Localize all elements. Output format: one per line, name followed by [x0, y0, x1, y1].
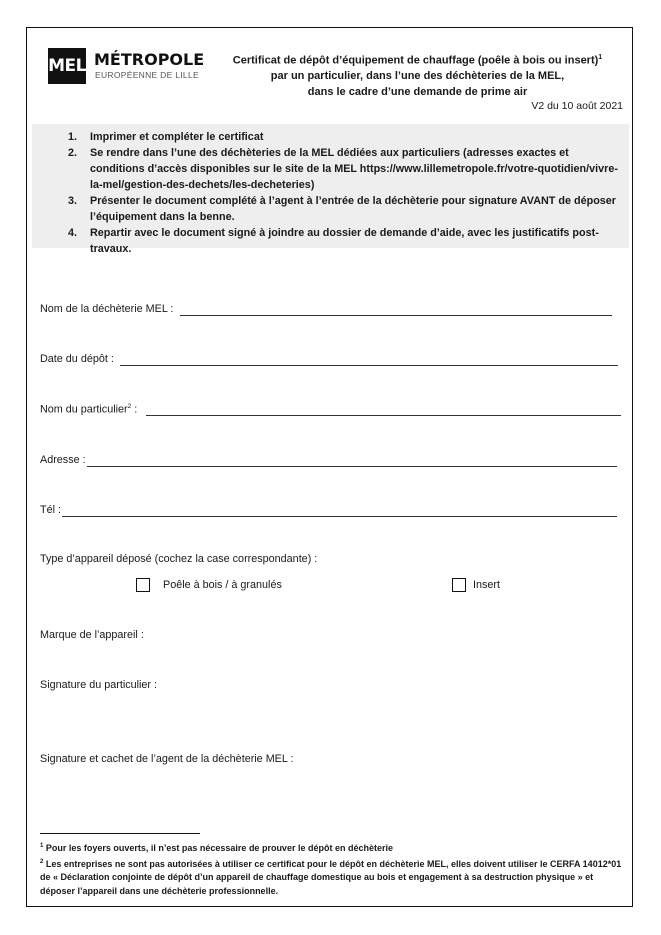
particulier-input-line[interactable] — [146, 415, 621, 416]
particulier-label: Nom du particulier$^2$ : — [40, 403, 138, 416]
date-input-line[interactable] — [120, 365, 618, 366]
instruction-item: 1. Imprimer et compléter le certificat — [80, 129, 619, 145]
logo-subtitle: EUROPÉENNE DE LILLE — [95, 70, 199, 80]
signature-particulier-label: Signature du particulier : — [40, 679, 158, 691]
logo-mark: MEL — [48, 48, 86, 84]
title-line-1: Certificat de dépôt d’équipement de chauffage (poêle à bois ou insert) — [232, 54, 599, 67]
footnote-1: $^1$ Pour les foyers ouverts, il n’est pas nécessaire de prouver le dépôt en déchèterie — [40, 843, 393, 853]
footnote-separator — [40, 833, 200, 834]
instruction-item: 3. Présenter le document complété à l’agent à l’entrée de la déchèterie pour signature AVANT de déposer l’équipement dans la benne. — [80, 193, 619, 225]
footnote-ref-2: 2 — [127, 403, 132, 410]
instruction-item: 2. Se rendre dans l’une des déchèteries de la MEL dédiées aux particuliers (adresses exactes et conditions d’accès disponibles sur le site de la MEL https://www.lillemetropole.fr/votre-quotidien/vivre-la-mel/gestion-des-dechets/les-decheteries) — [80, 145, 619, 193]
insert-checkbox[interactable] — [452, 578, 466, 592]
poele-checkbox[interactable] — [136, 578, 150, 592]
tel-input-line[interactable] — [62, 516, 617, 517]
adresse-input-line[interactable] — [87, 466, 617, 467]
tel-label: Tél : — [40, 504, 61, 516]
footnote-2: $^2$ Les entreprises ne sont pas autorisées à utiliser ce certificat pour le dépôt en déchèterie MEL, elles doivent utiliser le CERFA 14012*01 de « Déclaration conjointe de dépôt d’un appareil de chauffage domestique au bois et engagement à sa destruction physique » et déposer l’appareil dans une déchèterie professionnelle. — [40, 858, 622, 896]
mel-logo — [48, 46, 208, 86]
insert-label: Insert — [473, 579, 501, 591]
type-label: Type d’appareil déposé (cochez la case correspondante) : — [40, 553, 318, 565]
instruction-item: 4. Repartir avec le document signé à joindre au dossier de demande d’aide, avec les justificatifs post-travaux. — [80, 225, 619, 257]
footnotes — [40, 840, 625, 898]
title-line-3: dans le cadre d’une demande de prime air — [307, 85, 528, 98]
document-title — [210, 50, 625, 100]
poele-label: Poêle à bois / à granulés — [163, 579, 282, 591]
marque-label: Marque de l’appareil : — [40, 629, 144, 641]
adresse-label: Adresse : — [40, 454, 86, 466]
title-line-2: par un particulier, dans l’une des déchèteries de la MEL, — [270, 70, 565, 83]
version-label: V2 du 10 août 2021 — [531, 100, 623, 112]
signature-agent-label: Signature et cachet de l’agent de la déchèterie MEL : — [40, 753, 294, 765]
logo-title: MÉTROPOLE — [94, 50, 205, 69]
instructions-list — [32, 124, 629, 257]
date-label: Date du dépôt : — [40, 353, 114, 365]
decheterie-label: Nom de la déchèterie MEL : — [40, 303, 174, 315]
footnote-ref-1: 1 — [598, 54, 603, 61]
decheterie-input-line[interactable] — [180, 315, 612, 316]
instructions-box — [32, 124, 629, 255]
